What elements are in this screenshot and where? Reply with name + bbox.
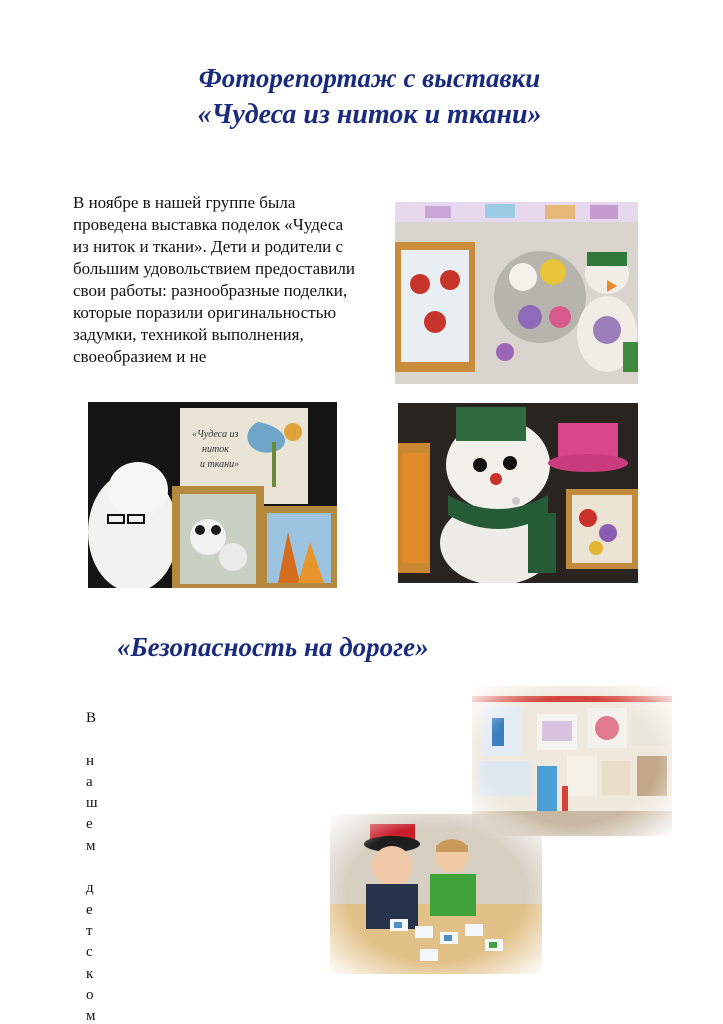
exhibit-photo-sign-pandas	[88, 402, 337, 588]
svg-text:ниток: ниток	[202, 444, 229, 455]
exhibit-photo-embroidery-snowman	[395, 202, 638, 384]
exhibit-sign-text: «Чудеса из	[192, 429, 239, 440]
children-card-game-photo	[330, 814, 542, 974]
vertical-text: В н а ш е м д е т с к о м	[86, 710, 98, 1024]
section-title-road-safety: «Безопасность на дороге»	[117, 632, 429, 662]
exhibit-photo-yarn-snowman	[398, 403, 638, 583]
svg-text:и ткани»: и ткани»	[200, 459, 240, 470]
intro-paragraph: В ноябре в нашей группе была проведена выставка поделок «Чудеса из ниток и ткани». Дети и родители с большим удовольствием предоставили свои работы: разнообразные поделки, которые поразили оригинальностью задумки, техникой выполнения, своеобразием и не	[73, 193, 355, 366]
page-title: Фоторепортаж с выставки	[198, 63, 541, 93]
page-subtitle: «Чудеса из ниток и ткани»	[197, 99, 542, 130]
